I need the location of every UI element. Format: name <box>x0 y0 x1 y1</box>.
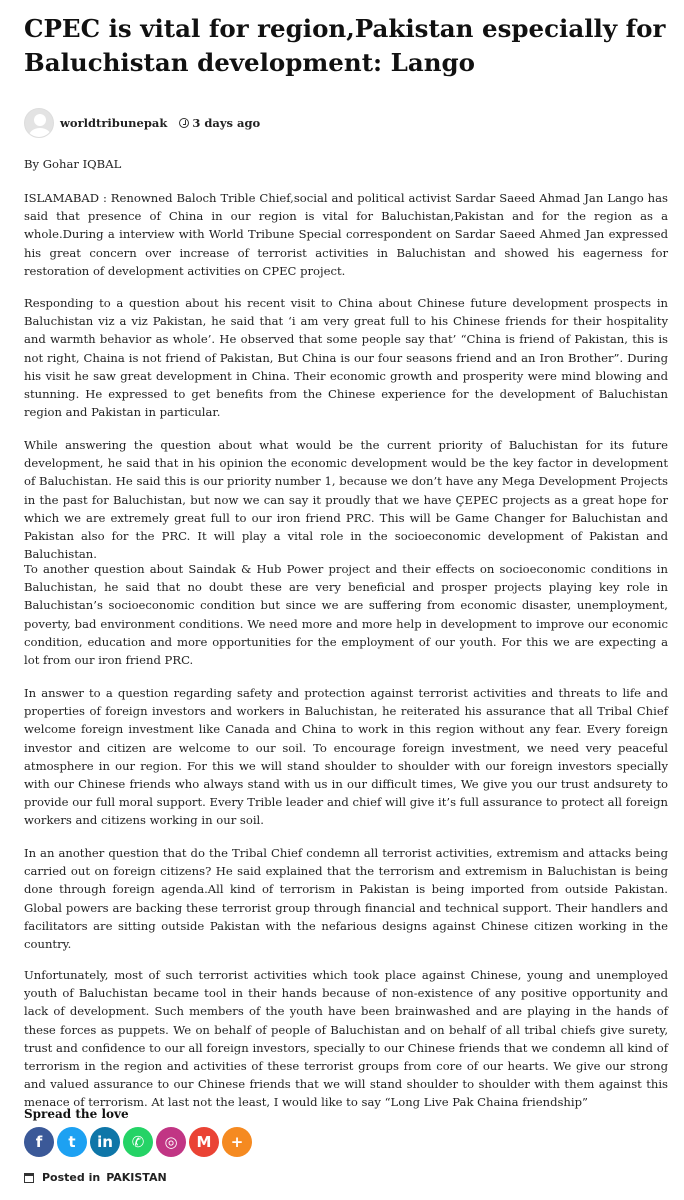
instagram-share-button[interactable] <box>156 1127 186 1157</box>
author-avatar[interactable] <box>24 108 54 138</box>
instagram-icon: ◎ <box>164 1133 178 1151</box>
plus-icon: + <box>230 1133 244 1151</box>
post-date: 3 days ago <box>192 116 261 130</box>
more-share-button[interactable] <box>222 1127 252 1157</box>
gmail-icon: M <box>196 1133 212 1151</box>
facebook-icon: f <box>35 1133 43 1151</box>
paragraph-6: In an another question that do the Tribal Chief condemn all terrorist activities, extremism and attacks being carried out on foreign citizens? He said explained that the terrorism and extremism in Baluchistan is being done through foreign agenda.All kind of terrorism in Pakistan is being imported from outside Pakistan. Global powers are backing these terrorist group through financial and technical support. Their handlers and facilitators are sitting outside Pakistan with the nefarious designs against Chinese citizen working in the country. <box>24 846 668 952</box>
whatsapp-share-button[interactable] <box>123 1127 153 1157</box>
share-buttons <box>24 1127 252 1157</box>
twitter-share-button[interactable] <box>57 1127 87 1157</box>
post-category <box>24 1171 167 1184</box>
avatar-body-shape <box>29 128 51 138</box>
paragraph-1: ISLAMABAD : Renowned Baloch Trible Chief,social and political activist Sardar Saeed Ahmad Jan Lango has said that presence of China in our region is vital for Baluchistan,Pakistan and for the region as a whole.During a interview with World Tribune Special correspondent on Sardar Saeed Ahmed Jan expressed his great concern over increase of terrorist activities in Baluchistan and showed his eagerness for restoration of development activities on CPEC project. <box>24 191 668 278</box>
article-meta <box>24 106 668 140</box>
avatar-head-shape <box>34 114 46 126</box>
paragraph-2: Responding to a question about his recent visit to China about Chinese future development prospects in Baluchistan viz a viz Pakistan, he said that ‘i am very great full to his Chinese friends for their hospitality and warmth behavior as whole’. He observed that some people say that’ “China is friend of Pakistan, this is not right, Chaina is not friend of Pakistan, But China is our four seasons friend and an Iron Brother”. During his visit he saw great development in China. Their economic growth and prosperity were mind blowing and stunning. He expressed to get benefits from the Chinese experience for the development of Baluchistan region and Pakistan in particular. <box>24 296 668 420</box>
author-link[interactable]: worldtribunepak <box>60 116 168 130</box>
posted-in-label: Posted in <box>42 1171 101 1184</box>
paragraph-5: In answer to a question regarding safety and protection against terrorist activities and threats to life and properties of foreign investors and workers in Baluchistan, he reiterated his assurance that all Tribal Chief welcome foreign investment like Canada and China to work in this region without any fear. Every foreign investor and citizen are welcome to our soil. To encourage foreign investment, we need very peaceful atmosphere in our region. For this we will stand shoulder to shoulder with our foreign investors specially with our Chinese friends who always stand with us in our difficult times, We give you our trust andsurety to provide our full moral support. Every Trible leader and chief will give it’s full assurance to protect all foreign workers and citizens working in our soil. <box>24 686 668 828</box>
linkedin-icon: in <box>97 1133 113 1151</box>
whatsapp-icon: ✆ <box>131 1133 145 1151</box>
facebook-share-button[interactable] <box>24 1127 54 1157</box>
twitter-icon: t <box>68 1133 76 1151</box>
paragraph-4: To another question about Saindak & Hub Power project and their effects on socioeconomic conditions in Baluchistan, he said that no doubt these are very beneficial and prosper projects playing key role in Baluchistan’s socioeconomic condition but since we are suffering from economic disaster, unemployment, poverty, bad environment conditions. We need more and more help in development to improve our economic condition, education and more opportunities for the employment of our youth. For this we are expecting a lot from our iron friend PRC. <box>24 562 668 668</box>
clock-icon <box>179 118 189 128</box>
paragraph-3: While answering the question about what would be the current priority of Baluchistan for its future development, he said that in his opinion the economic development would be the key factor in development of Baluchistan. He said this is our priority number 1, because we don’t have any Mega Development Projects in the past for Baluchistan, but now we can say it proudly that we have ÇEPEC projects as a great hope for which we are extremely great full to our iron friend PRC. This will be Game Changer for Baluchistan and Pakistan also for the PRC. It will play a vital role in the socioeconomic development of Pakistan and Baluchistan. <box>24 438 668 562</box>
paragraph-7: Unfortunately, most of such terrorist activities which took place against Chinese, young and unemployed youth of Baluchistan became tool in their hands because of non-existence of any positive opportunity and lack of development. Such members of the youth have been brainwashed and are playing in the hands of these forces as puppets. We on behalf of people of Baluchistan and on behalf of all tribal chiefs give surety, trust and confidence to our all foreign investors, specially to our Chinese friends that we condemn all kind of terrorism in the region and activities of these terrorist groups from core of our hearts. We give our strong and valued assurance to our Chinese friends that we will stand shoulder to shoulder with them against this menace of terrorism. At last not the least, I would like to say “Long Live Pak Chaina friendship” <box>24 968 668 1110</box>
byline: By Gohar IQBAL <box>24 157 122 171</box>
gmail-share-button[interactable] <box>189 1127 219 1157</box>
share-heading: Spread the love <box>24 1107 129 1121</box>
article-title: CPEC is vital for region,Pakistan especially for Baluchistan development: Lango <box>24 14 666 77</box>
linkedin-share-button[interactable] <box>90 1127 120 1157</box>
calendar-icon <box>24 1173 34 1183</box>
category-link[interactable]: PAKISTAN <box>106 1171 167 1184</box>
